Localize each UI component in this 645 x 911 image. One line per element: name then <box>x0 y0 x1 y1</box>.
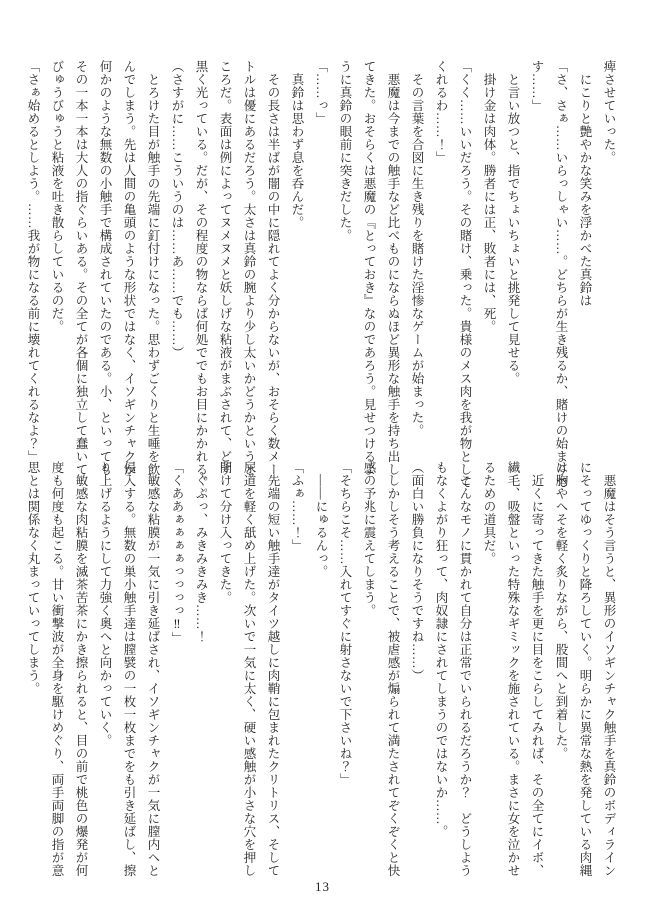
text-column: 悪魔は今までの触手など比べものにならぬほど異形な触手を持ち出し <box>386 60 400 476</box>
text-column: 近くに寄ってきた触手を更に目をこらしてみれば、その全てにイボ、 <box>530 461 544 877</box>
text-column: 何かのような無数の小触手で構成されていたのである。小、といっても <box>98 60 112 476</box>
text-column: 黒く光っている。だが、その程度の物ならば何処ででもお目にかかれる。 <box>194 60 208 489</box>
text-column: 「ふぁ……！」 <box>290 461 304 552</box>
text-column: その一本一本は大人の指ぐらいある。その全てが各個に独立して蠢いて <box>74 60 88 476</box>
text-column: その言葉を合図に生き残りを賭けた淫惨なゲームが始まった。 <box>410 60 424 437</box>
text-column: くれるわ……！」 <box>434 60 448 164</box>
text-column: 「そちらこそ……入れてすぐに射さないで下さいね？」 <box>338 461 352 786</box>
text-column: びゅうびゅうと粘液を吐き散らしているのだ。 <box>50 60 64 333</box>
text-column: 繊毛、吸盤といった特殊なギミックを施されている。まさに女を泣かせ <box>506 461 520 877</box>
text-column: ころだ。表面は例によってヌメヌメと妖しげな粘液がまぶされて、どす <box>218 60 232 476</box>
top-text-block <box>21 60 621 489</box>
text-column: んでしまう。先は人間の亀頭のような形状ではなく、イソギンチャクか <box>122 60 136 476</box>
text-column: 「くく……いいだろう。その賭け、乗った。貴様のメス肉を我が物として <box>458 60 472 489</box>
text-column: ――にゅるんっ。 <box>314 461 328 578</box>
text-column: もなくよがり狂って、肉奴隷にされてしまうのではないか……。 <box>434 461 448 838</box>
text-column: トルは優にあるだろう。太さは真鈴の腕より少し太いかどうかというと <box>242 60 256 476</box>
text-column: 掛け金は肉体。勝者には正、敗者には、死。 <box>482 60 496 333</box>
page-number: 13 <box>315 879 330 894</box>
bottom-text-block <box>21 461 621 875</box>
text-column: うに真鈴の眼前に突きだした。 <box>338 60 352 242</box>
text-column: るための道具だ。 <box>482 461 496 565</box>
text-column: こんなモノに貫かれて自分は正常でいられるだろうか？ どうしよう <box>458 461 472 877</box>
text-column: にそってゆっくりと降ろしていく。明らかに異常な熱を発している肉縄 <box>578 461 592 877</box>
text-column: （さすがに……こういうのは……あ……でも……） <box>170 60 184 359</box>
text-column: 侵入する。無数の巣小触手達は膣襞の一枚一枚までをも引き延ばし、擦 <box>122 461 136 877</box>
text-column: ぐぷっ、みきみきみき……！ <box>194 461 208 643</box>
text-column: り上げるようにして力強く奥へと向かっていく。 <box>98 461 112 747</box>
text-column: 敏感な粘膜が一気に引き延ばされ、イソギンチャクが一気に膣内へと <box>146 461 160 877</box>
text-column: 痺させていった。 <box>602 60 616 164</box>
text-column: す……」 <box>530 60 544 112</box>
text-column: と言い放つと、指でちょいちょいと挑発して見せる。 <box>506 60 520 385</box>
text-column: 「さ、さぁ……いらっしゃい……。どちらが生き残るか、賭けの始まりで <box>554 60 568 489</box>
text-column: しかしそう考えることで、被虐感が煽られて満たされてぞくぞくと快 <box>386 461 400 877</box>
text-column: 真鈴は思わず息を呑んだ。 <box>290 60 304 229</box>
text-column: 「さぁ始めるとしよう。……我が物になる前に壊れてくれるなよ？」 <box>26 60 40 463</box>
text-column: 尿道を軽く舐め上げた。次いで一気に太く、硬い感触が小さな穴を押し <box>242 461 256 877</box>
text-column: 感の予兆に震えてしまう。 <box>362 461 376 617</box>
text-column: 思とは関係なく丸まっていってしまう。 <box>26 461 40 695</box>
text-column: てきた。おそらくは悪魔の『とっておき』なのであろう。見せつけるよ <box>362 60 376 476</box>
text-column: にこりと艶やかな笑みを浮かべた真鈴は <box>578 60 592 307</box>
text-column: とろけた目が触手の先端に釘付けになった。思わずごくりと生唾を飲 <box>146 60 160 476</box>
text-column: 「……っ」 <box>314 60 328 125</box>
text-column: 「くああぁぁぁぁっっっっ‼」 <box>170 461 184 645</box>
text-column: 先端の短い触手達がタイツ越しに肉鞘に包まれたクリトリス、そして <box>266 461 280 877</box>
text-column: 敏感な肉粘膜を滅茶苦茶にかき擦られると、目の前で桃色の爆発が何 <box>74 461 88 877</box>
text-column: は胸やへそを軽く炙りながら、股間へと到着した。 <box>554 461 568 760</box>
text-column: 度も何度も起こる。甘い衝撃波が全身を駆けめぐり、両手両脚の指が意 <box>50 461 64 877</box>
text-column: その長さは半ばが闇の中に隠れてよく分からないが、おそらく数メー <box>266 60 280 476</box>
text-column: 悪魔はそう言うと、異形のイソギンチャク触手を真鈴のボディライン <box>602 461 616 877</box>
text-column: 開けて分け入ってきた。 <box>218 461 232 604</box>
text-column: （面白い勝負になりそうですね……） <box>410 461 424 682</box>
